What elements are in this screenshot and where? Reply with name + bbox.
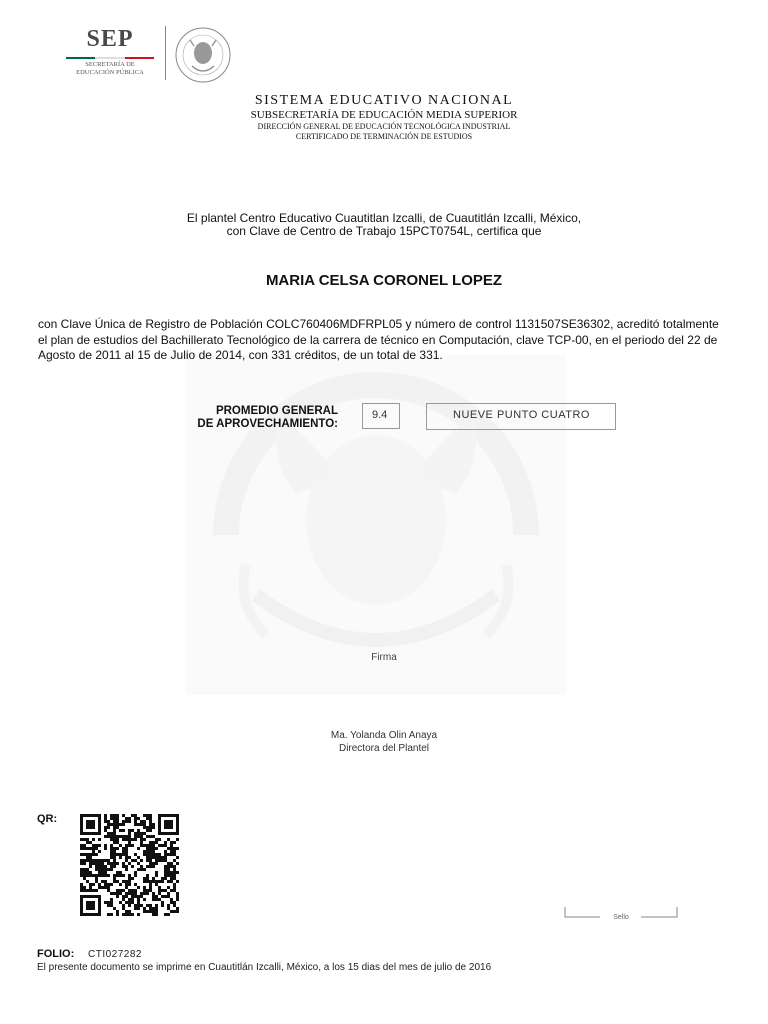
sep-logo-subtitle-2: EDUCACIÓN PÚBLICA: [76, 69, 144, 76]
qr-label: QR:: [37, 813, 58, 825]
average-label-line-1: PROMEDIO GENERAL: [215, 405, 338, 417]
average-value-box: 9.4: [362, 403, 400, 429]
sello-label: Sello: [613, 914, 629, 921]
header-divider: [165, 26, 166, 80]
sep-logo-word: SEP: [86, 26, 134, 52]
sep-logo: [62, 26, 158, 82]
signer-name: Ma. Yolanda Olin Anaya: [330, 730, 438, 741]
sep-logo-color-bar: [66, 57, 154, 59]
title-sistema-educativo: SISTEMA EDUCATIVO NACIONAL: [254, 93, 514, 108]
footer-print-statement: El presente documento se imprime en Cuautitlán Izcalli, México, a los 15 dias del mes de julio de 2016: [37, 962, 492, 973]
folio-label: FOLIO:: [37, 948, 75, 960]
title-certificado: CERTIFICADO DE TERMINACIÓN DE ESTUDIOS: [295, 132, 473, 141]
title-direccion-general: DIRECCIÓN GENERAL DE EDUCACIÓN TECNOLÓGICA INDUSTRIAL: [257, 122, 511, 131]
sep-logo-subtitle-1: SECRETARÍA DE: [85, 61, 135, 68]
average-words-box: NUEVE PUNTO CUATRO: [426, 403, 616, 430]
average-label-line-2: DE APROVECHAMIENTO:: [197, 418, 338, 430]
mexican-coat-of-arms-seal-icon: [174, 26, 232, 84]
title-subsecretaria: SUBSECRETARÍA DE EDUCACIÓN MEDIA SUPERIOR: [250, 109, 518, 121]
signature-firma-label: Firma: [371, 652, 397, 663]
qr-code-icon: [80, 814, 179, 916]
certification-body-text: con Clave Única de Registro de Población COLC760406MDFRPL05 y número de control 1131507SE36302, acreditó totalmente el plan de estudios del Bachillerato Tecnológico de la carrera de técnico en Computación, clave TCP-00, en el periodo del 22 de Agosto de 2011 al 15 de Julio de 2014, con 331 créditos, de un total de 331.: [38, 317, 719, 362]
student-name: MARIA CELSA CORONEL LOPEZ: [265, 272, 503, 289]
intro-line-1: El plantel Centro Educativo Cuautitlan Izcalli, de Cuautitlán Izcalli, México,: [186, 211, 582, 225]
intro-line-2: con Clave de Centro de Trabajo 15PCT0754L, certifica que: [226, 224, 542, 238]
signer-role: Directora del Plantel: [338, 743, 430, 754]
folio-value: CTI027282: [88, 949, 142, 960]
